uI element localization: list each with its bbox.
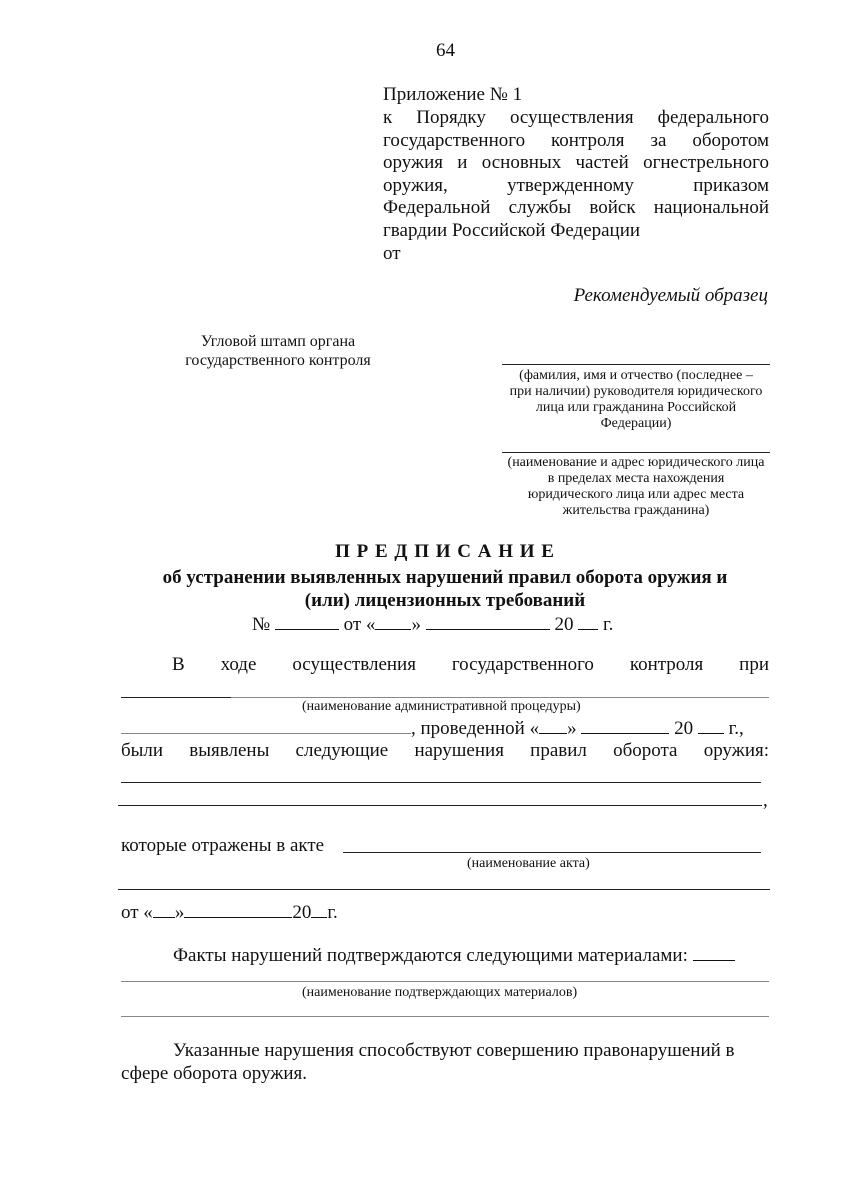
month-field[interactable] bbox=[184, 901, 292, 918]
word: следующие bbox=[295, 740, 389, 761]
word: правил bbox=[530, 740, 587, 761]
body-line-3 bbox=[121, 740, 769, 762]
year-field[interactable] bbox=[698, 717, 724, 734]
comma: , bbox=[763, 790, 768, 811]
document-title: П Р Е Д П И С А Н И Е bbox=[335, 541, 555, 562]
word: В bbox=[172, 654, 185, 675]
day-field[interactable] bbox=[375, 613, 411, 630]
caption-line: при наличии) руководителя юридического bbox=[509, 384, 763, 399]
materials-field[interactable] bbox=[121, 1016, 769, 1017]
procedure-caption: (наименование административной процедуры) bbox=[302, 699, 581, 714]
stamp-label bbox=[130, 332, 426, 370]
facts-text: Факты нарушений подтверждаются следующими материалами: bbox=[173, 945, 688, 966]
word: оборота bbox=[613, 740, 678, 761]
violations-field[interactable] bbox=[118, 805, 762, 806]
materials-caption: (наименование подтверждающих материалов) bbox=[302, 985, 578, 1000]
caption-line: Федерации) bbox=[600, 416, 672, 431]
number-field[interactable] bbox=[275, 613, 339, 630]
conclusion-line: Указанные нарушения способствуют совершению правонарушений в bbox=[173, 1040, 735, 1061]
word: оружия: bbox=[703, 740, 769, 761]
year-label: 20 bbox=[674, 718, 694, 739]
word: осуществления bbox=[292, 654, 416, 675]
conclusion-line: сфере оборота оружия. bbox=[121, 1063, 308, 1084]
act-field[interactable] bbox=[343, 852, 761, 853]
procedure-name-field[interactable] bbox=[121, 717, 411, 734]
year-suffix: г. bbox=[327, 902, 338, 923]
page-number: 64 bbox=[436, 40, 455, 61]
appendix-line: Федеральной службы войск национальной bbox=[383, 197, 769, 218]
caption-line: (наименование и адрес юридического лица bbox=[507, 455, 765, 470]
year-field[interactable] bbox=[578, 613, 598, 630]
word: выявлены bbox=[189, 740, 270, 761]
address-caption bbox=[502, 455, 770, 519]
month-field[interactable] bbox=[426, 613, 550, 630]
quote-close: » bbox=[174, 902, 185, 923]
caption-line: лица или гражданина Российской bbox=[535, 400, 737, 415]
day-field[interactable] bbox=[153, 901, 175, 918]
act-caption: (наименование акта) bbox=[467, 856, 590, 871]
recommended-sample: Рекомендуемый образец bbox=[573, 285, 768, 306]
materials-field-start[interactable] bbox=[693, 944, 735, 961]
stamp-line: государственного контроля bbox=[185, 352, 371, 369]
number-sign: № bbox=[252, 614, 271, 635]
year-field[interactable] bbox=[311, 901, 327, 918]
stamp-line: Угловой штамп органа bbox=[200, 333, 356, 350]
procedure-field-start[interactable] bbox=[121, 697, 231, 698]
act-date-line bbox=[121, 901, 338, 924]
day-field[interactable] bbox=[539, 717, 567, 734]
appendix-line: оружия, утвержденному приказом bbox=[383, 175, 769, 196]
caption-line: жительства гражданина) bbox=[562, 503, 710, 518]
appendix-line: к Порядку осуществления федерального bbox=[383, 107, 769, 128]
from-label: от « bbox=[121, 902, 153, 923]
word: контроля bbox=[629, 654, 704, 675]
recipient-caption bbox=[502, 368, 770, 432]
recipient-field[interactable] bbox=[502, 364, 770, 365]
appendix-title: Приложение № 1 bbox=[383, 84, 523, 105]
appendix-line: государственного контроля за оборотом bbox=[383, 130, 769, 151]
year-suffix: г., bbox=[728, 718, 744, 739]
word: нарушения bbox=[414, 740, 504, 761]
quote-close: » bbox=[411, 614, 421, 635]
word: государственного bbox=[451, 654, 594, 675]
violations-field[interactable] bbox=[121, 782, 761, 783]
word: ходе bbox=[220, 654, 257, 675]
facts-label bbox=[173, 944, 735, 967]
appendix-line: оружия и основных частей огнестрельного bbox=[383, 152, 769, 173]
year-label: 20 bbox=[554, 614, 574, 635]
from-label: от « bbox=[343, 614, 376, 635]
act-field-continued[interactable] bbox=[118, 889, 770, 890]
conducted-label: , проведенной « bbox=[411, 718, 540, 739]
document-subtitle: об устранении выявленных нарушений правил оборота оружия и bbox=[162, 567, 728, 588]
body-line-1 bbox=[172, 654, 769, 676]
appendix-from: от bbox=[383, 243, 401, 264]
quote-close: » bbox=[567, 718, 577, 739]
appendix-line: гвардии Российской Федерации bbox=[383, 220, 641, 241]
caption-line: в пределах места нахождения bbox=[547, 471, 725, 486]
procedure-field[interactable] bbox=[231, 697, 769, 698]
year-label: 20 bbox=[292, 902, 312, 923]
procedure-date-line bbox=[121, 717, 744, 740]
month-field[interactable] bbox=[581, 717, 669, 734]
document-number-line bbox=[252, 613, 613, 636]
caption-line: (фамилия, имя и отчество (последнее – bbox=[519, 368, 753, 383]
materials-field[interactable] bbox=[121, 981, 769, 982]
caption-line: юридического лица или адрес места bbox=[527, 487, 745, 502]
address-field[interactable] bbox=[502, 452, 770, 453]
word: были bbox=[121, 740, 164, 761]
word: при bbox=[739, 654, 769, 675]
document-subtitle: (или) лицензионных требований bbox=[304, 590, 586, 611]
year-suffix: г. bbox=[602, 614, 614, 635]
reflected-label: которые отражены в акте bbox=[121, 835, 325, 856]
